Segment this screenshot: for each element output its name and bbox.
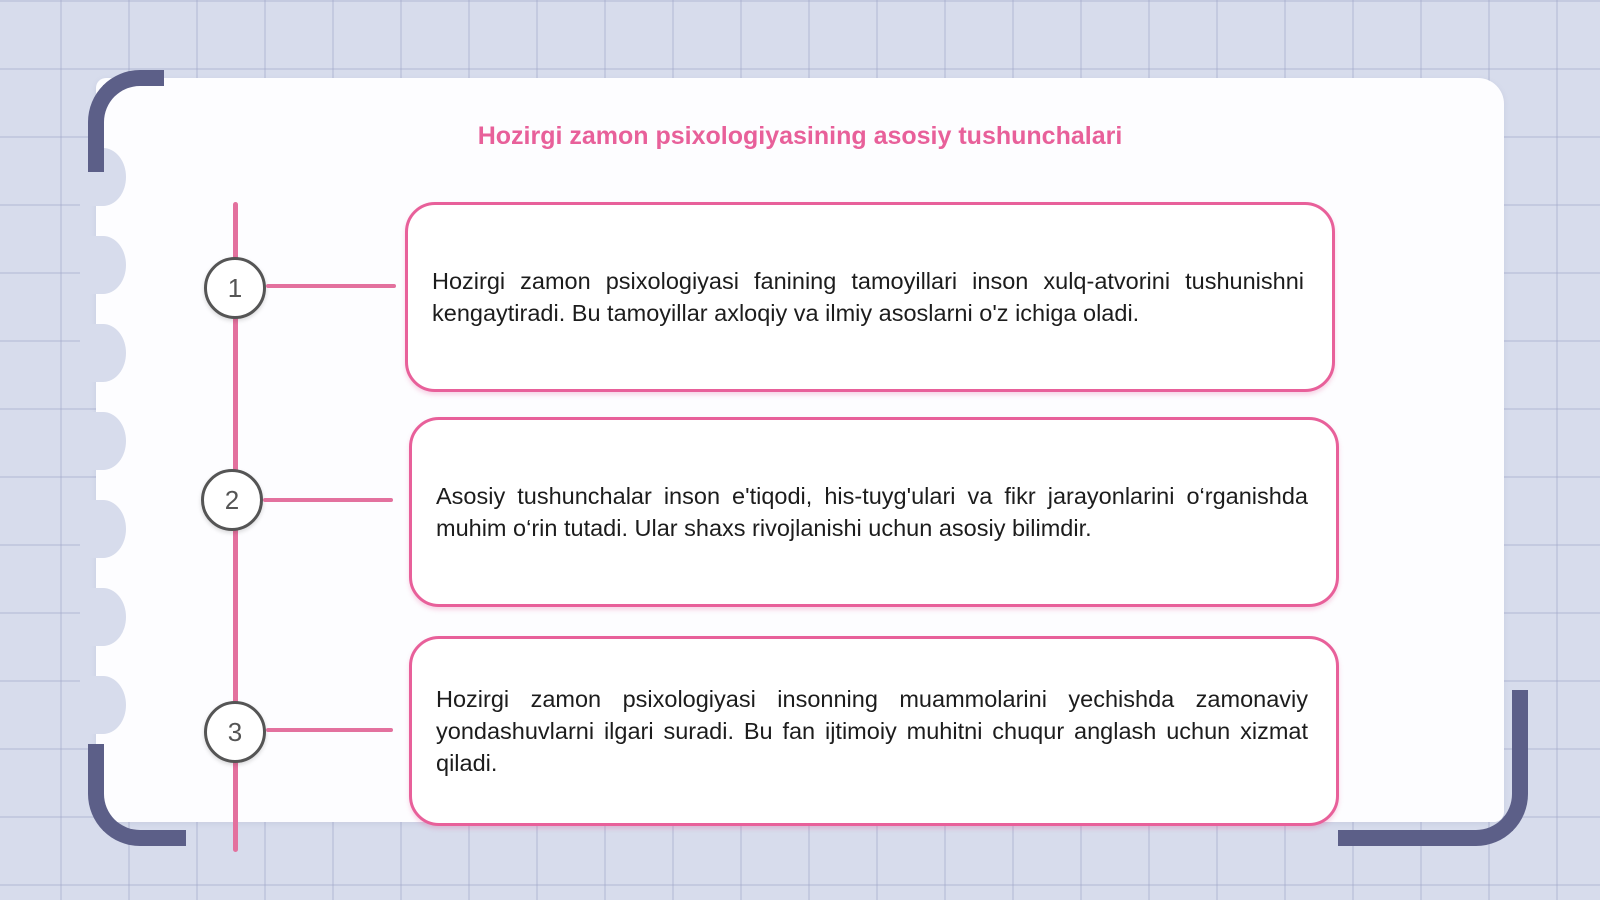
paper-notch: [80, 412, 126, 470]
slide-title: Hozirgi zamon psixologiyasining asosiy tushunchalari: [477, 122, 1123, 150]
content-card: [405, 202, 1335, 392]
step-number-circle: 3: [204, 701, 266, 763]
content-card: [409, 636, 1339, 826]
step-number-circle: 1: [204, 257, 266, 319]
corner-bracket-bottom-right: [1338, 690, 1528, 846]
connector-line: [263, 498, 393, 502]
step-number-circle: 2: [201, 469, 263, 531]
connector-line: [266, 284, 396, 288]
paper-notch: [80, 324, 126, 382]
paper-notch: [80, 676, 126, 734]
corner-bracket-bottom-left: [88, 744, 186, 846]
card-text: Asosiy tushunchalar inson e'tiqodi, his-tuyg'ulari va fikr jarayonlarini o‘rganishda muhim o‘rin tutadi. Ular shaxs rivojlanishi uchun asosiy bilimdir.: [436, 483, 1308, 541]
card-text: Hozirgi zamon psixologiyasi fanining tamoyillari inson xulq-atvorini tushunishni kengaytiradi. Bu tamoyillar axloqiy va ilmiy asoslarni o'z ichiga oladi.: [432, 268, 1304, 326]
card-text: Hozirgi zamon psixologiyasi insonning muammolarini yechishda zamonaviy yondashuvlarni ilgari suradi. Bu fan ijtimoiy muhitni chuqur anglash uchun xizmat qiladi.: [436, 686, 1308, 776]
paper-notch: [80, 500, 126, 558]
content-card: [409, 417, 1339, 607]
paper-notch: [80, 588, 126, 646]
paper-notch: [80, 236, 126, 294]
connector-line: [266, 728, 393, 732]
